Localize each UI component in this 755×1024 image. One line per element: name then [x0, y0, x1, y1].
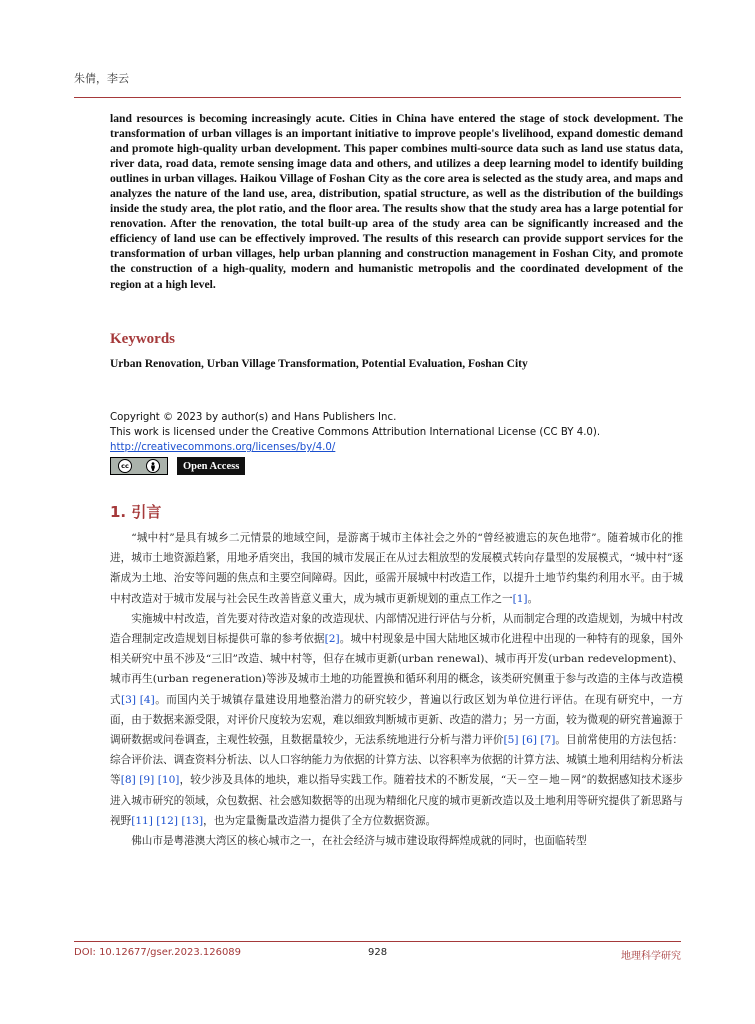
open-access-badge: Open Access: [177, 457, 245, 475]
keywords-list: Urban Renovation, Urban Village Transformation, Potential Evaluation, Foshan City: [110, 358, 528, 370]
citation-link[interactable]: [1]: [512, 592, 528, 605]
license-statement: This work is licensed under the Creative Commons Attribution International License (CC BY 4.0).: [110, 427, 601, 438]
copyright-line: Copyright © 2023 by author(s) and Hans Publishers Inc.: [110, 412, 397, 423]
footer-divider: [74, 941, 681, 942]
paragraph-2: [110, 609, 683, 831]
paragraph-text: 。城中村现象是中国大陆地区城市化进程中出现的一种特有的现象，国外相关研究中虽不涉及“三旧”改造、城中村等，但存在城市更新(urban renewal)、城市再开发(urban redevelopment)、城市再生(urban regeneration)等涉及城市土地的功能置换和循环利用的概念，该类研究侧重于参与改造的主体与改造模式: [110, 633, 683, 706]
cc-by-badge[interactable]: [110, 457, 168, 475]
paragraph-text: 佛山市是粤港澳大湾区的核心城市之一，在社会经济与城市建设取得辉煌成就的同时，也面临转型: [131, 835, 587, 848]
journal-name: 地理科学研究: [621, 951, 681, 962]
citation-link[interactable]: [5] [6] [7]: [503, 734, 556, 747]
paragraph-text: ，较少涉及具体的地块，难以指导实践工作。随着技术的不断发展，“天－空－地－网”的数据感知技术逐步进入城市研究的领域，众包数据、社会感知数据等的出现为精细化尺度的城市更新改造以及土地利用等研究提供了新思路与视野: [110, 774, 684, 827]
license-link[interactable]: http://creativecommons.org/licenses/by/4.0/: [110, 442, 336, 453]
paragraph-text: ，也为定量衡量改造潜力提供了全方位数据资源。: [203, 814, 437, 827]
page-number: 928: [368, 947, 388, 958]
license-badges: [110, 457, 245, 475]
footer-doi[interactable]: DOI: 10.12677/gser.2023.126089: [74, 947, 242, 958]
paragraph-text: 。: [527, 592, 539, 605]
introduction-body: [110, 528, 683, 851]
person-icon: [149, 462, 157, 471]
cc-icon: cc: [118, 459, 132, 473]
paragraph-3: [110, 831, 683, 851]
citation-link[interactable]: [3] [4]: [121, 693, 155, 706]
keywords-heading: Keywords: [110, 331, 175, 347]
paragraph-1: [110, 528, 683, 609]
license-block: [110, 410, 600, 455]
citation-link[interactable]: [2]: [324, 633, 340, 646]
paragraph-text: “城中村”是具有城乡二元情景的地域空间，是游离于城市主体社会之外的“曾经被遗忘的灰色地带”。随着城市化的推进，城市土地资源趋紧，用地矛盾突出，我国的城市发展正在从过去粗放型的发展模式转向存量型的发展模式，“城中村”逐渐成为土地、治安等问题的焦点和主要空间障碍。因此，亟需开展城中村改造工作，以提升土地节约集约利用水平。由于城中村改造对于城市发展与社会民生改善皆意义重大，成为城市更新规划的重点工作之一: [110, 532, 683, 605]
by-person-icon: [146, 459, 160, 473]
citation-link[interactable]: [8] [9] [10]: [120, 774, 180, 787]
paragraph-text: 实施城中村改造，首先要对待改造对象的改造现状、内部情况进行评估与分析，从而制定合理的改造规划，为城中村改造合理制定改造规划目标提供可靠的参考依据: [110, 612, 683, 646]
header-divider: [74, 97, 681, 98]
paragraph-text: 。目前常使用的方法包括：综合评价法、调查资料分析法、以人口容纳能力为依据的计算方法、以容积率为依据的计算方法、城镇土地利用结构分析法等: [110, 734, 684, 787]
section-heading-introduction: 1. 引言: [110, 503, 162, 521]
citation-link[interactable]: [11] [12] [13]: [131, 814, 204, 827]
paragraph-text: 。而国内关于城镇存量建设用地整治潜力的研究较少，普遍以行政区划为单位进行评估。在现有研究中，一方面，由于数据来源受限，对评价尺度较为宏观，难以细致判断城市更新、改造的潜力；另一方面，较为微观的研究普遍源于调研数据或问卷调查，主观性较强，且数据量较少，无法系统地进行分析与潜力评价: [110, 693, 684, 747]
running-header-authors: 朱倩，李云: [74, 72, 129, 85]
abstract-text: land resources is becoming increasingly acute. Cities in China have entered the stage of stock development. The transformation of urban villages is an important initiative to improve people's livelihood, expand domestic demand and promote high-quality urban development. This paper combines multi-source data such as land use status data, river data, road data, remote sensing image data and others, and utilizes a deep learning model to identify building outlines in urban villages. Haikou Village of Foshan City as the core area is selected as the study area, and maps and analyzes the nature of the land use, area, distribution, spatial structure, as well as the distribution of the buildings inside the study area, the plot ratio, and the floor area. The results show that the study area has a large potential for renovation. After the renovation, the total built-up area of the study area can be significantly increased and the efficiency of land use can be effectively improved. The results of this research can provide support services for the transformation of urban villages, help urban planning and construction management in Foshan City, and promote the construction of a high-quality, modern and humanistic metropolis and the coordinated development of the region at a high level.: [110, 112, 683, 291]
